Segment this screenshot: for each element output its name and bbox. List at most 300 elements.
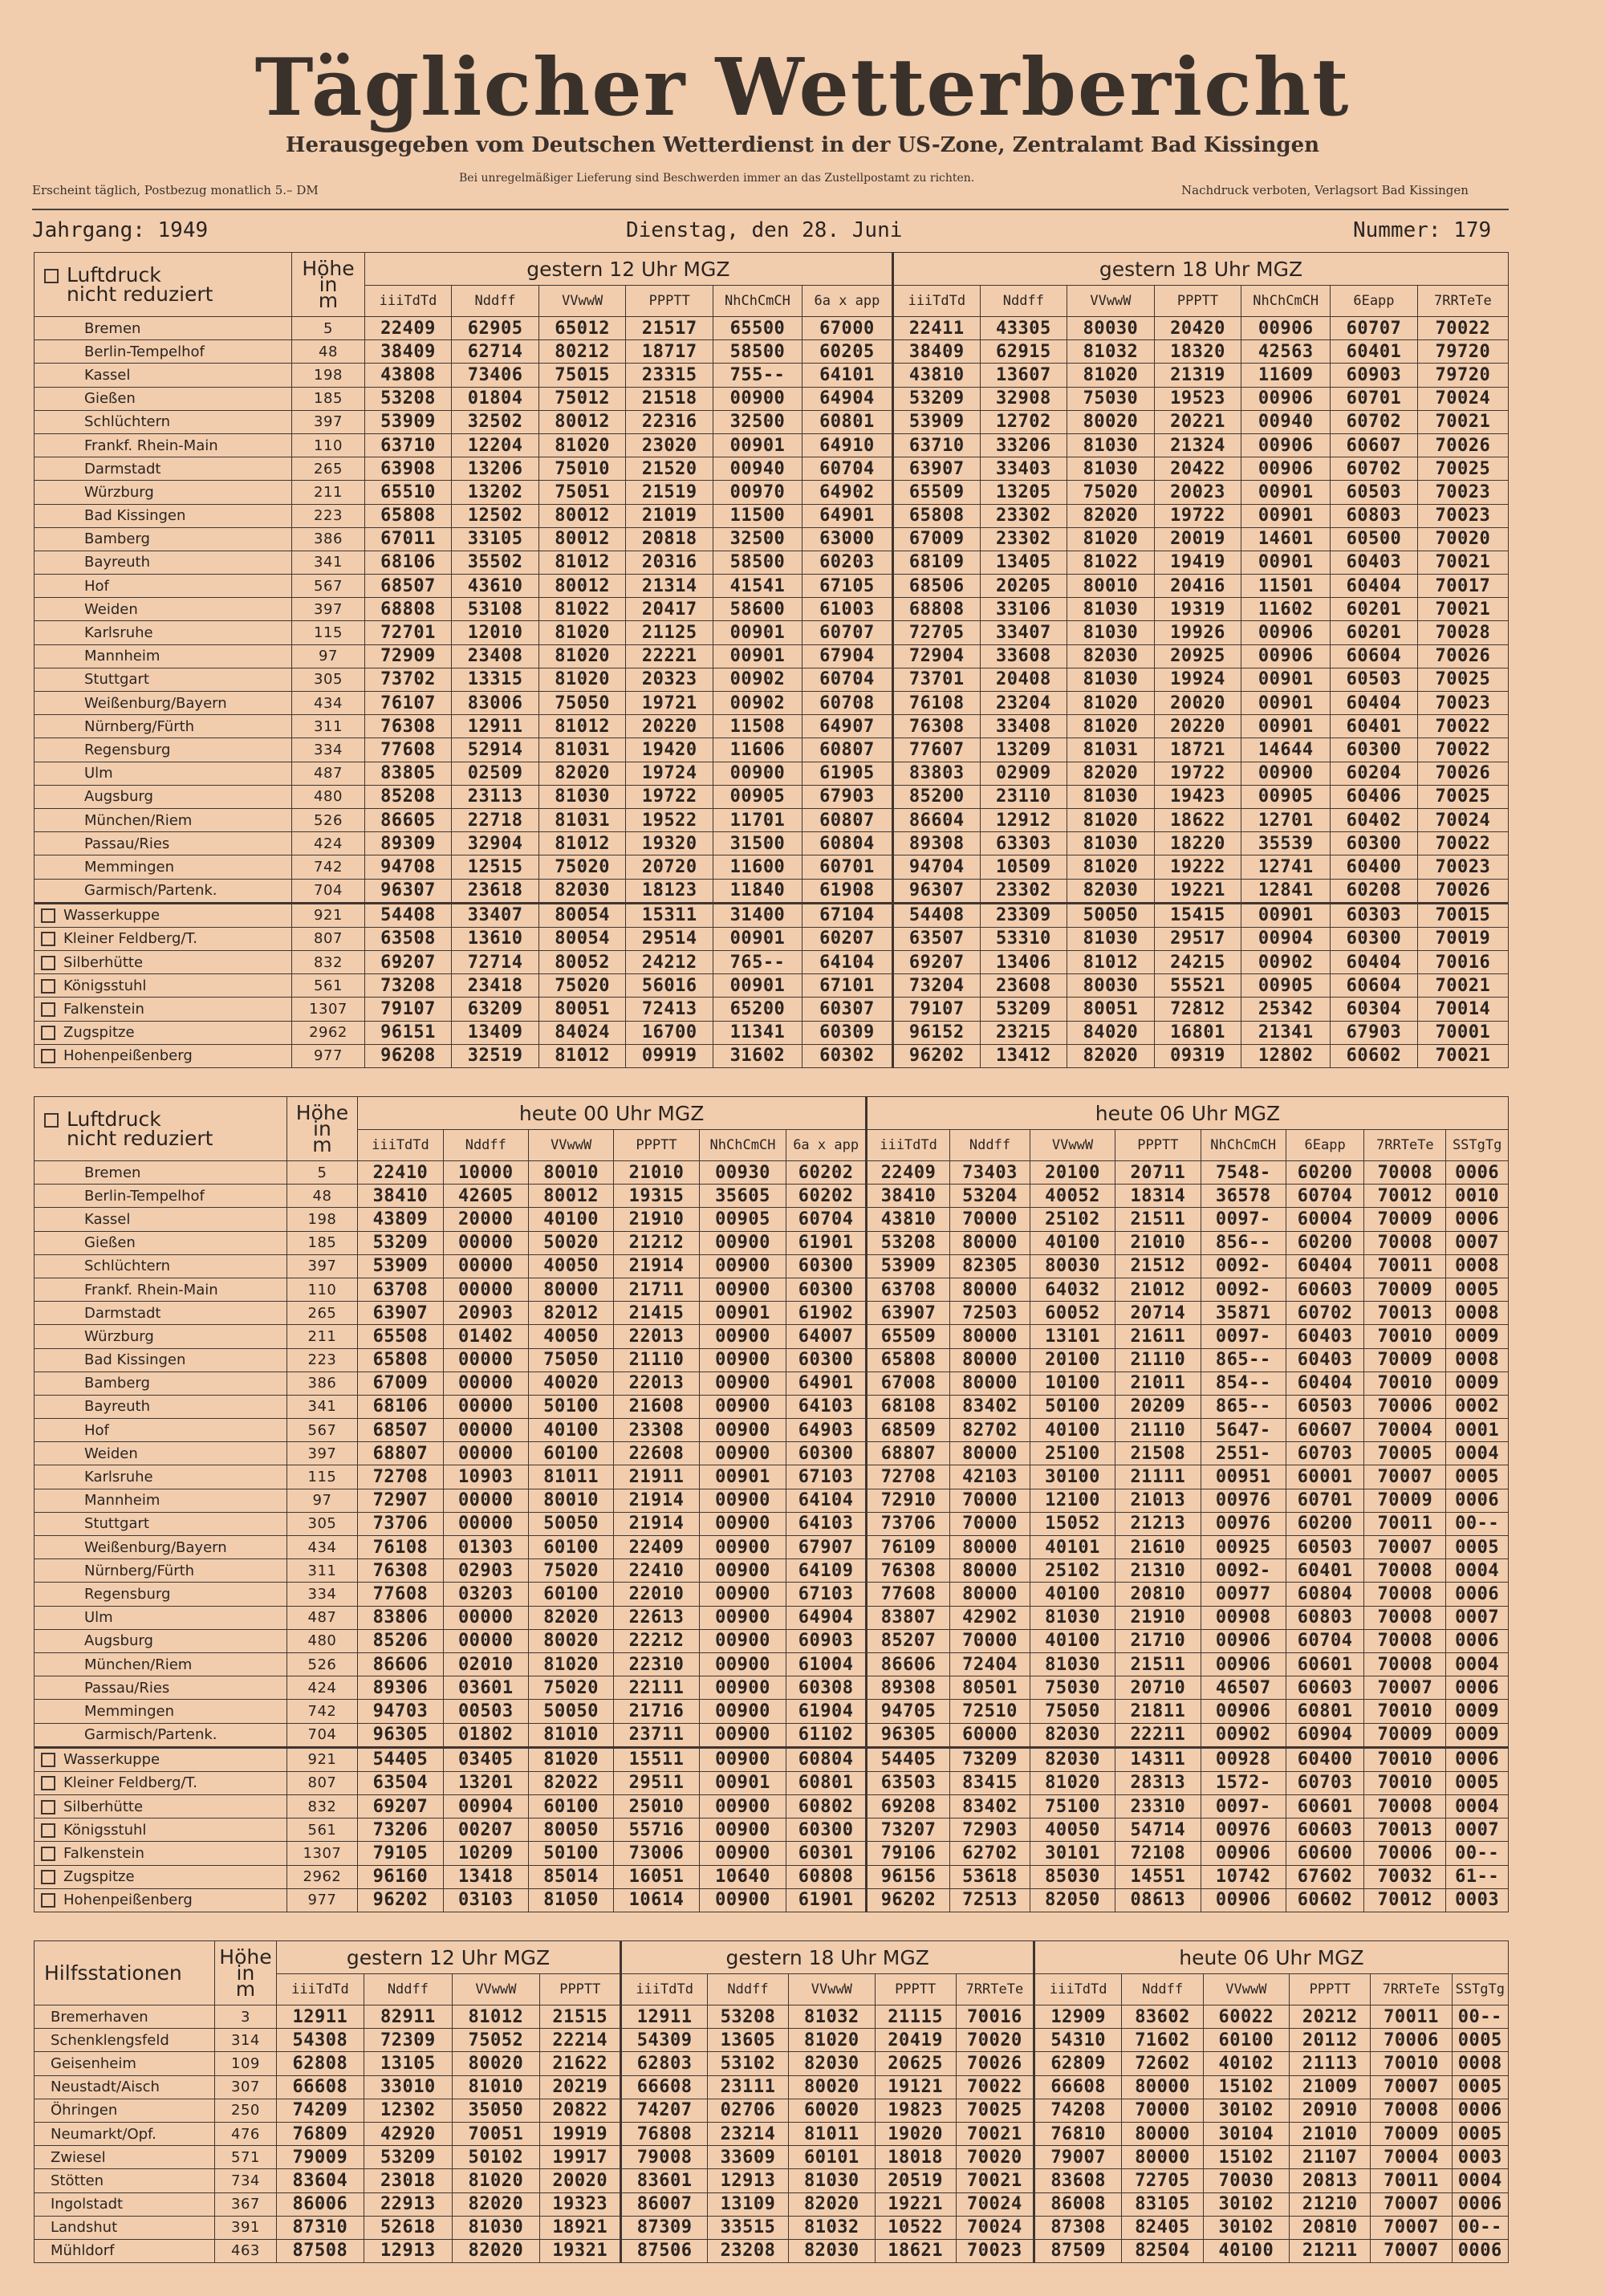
- observation-code: 53209: [893, 387, 981, 410]
- station-name-cell: [35, 457, 292, 481]
- observation-code: 70008: [1364, 1231, 1446, 1254]
- observation-code: 96208: [364, 1044, 452, 1067]
- station-name: Regensburg: [84, 741, 171, 758]
- observation-code: 60802: [786, 1795, 867, 1819]
- observation-code: 70000: [950, 1489, 1030, 1512]
- observation-code: 29511: [614, 1771, 699, 1794]
- observation-code: 22913: [364, 2192, 453, 2216]
- observation-code: 23111: [707, 2075, 788, 2099]
- station-name-cell: [35, 1583, 287, 1606]
- table-row: [35, 1865, 1509, 1888]
- observation-code: 76810: [1034, 2122, 1122, 2145]
- observation-code: 70020: [1417, 527, 1508, 551]
- observation-code: 87310: [276, 2216, 364, 2239]
- observation-code: 0005: [1452, 2029, 1508, 2052]
- observation-code: 70024: [1417, 387, 1508, 410]
- observation-code: 19020: [875, 2122, 956, 2145]
- observation-code: 43610: [452, 575, 539, 598]
- observation-code: 01402: [443, 1325, 528, 1348]
- observation-code: 83601: [621, 2169, 707, 2192]
- observation-code: 60704: [1286, 1629, 1363, 1652]
- observation-code: 00906: [1201, 1842, 1286, 1865]
- observation-code: 60300: [1331, 832, 1418, 855]
- station-name-cell: [35, 1512, 287, 1535]
- observation-code: 755--: [713, 364, 802, 387]
- table-row: [35, 551, 1509, 574]
- observation-code: 00503: [443, 1700, 528, 1723]
- observation-code: 75020: [1067, 481, 1155, 504]
- observation-code: 67104: [802, 903, 892, 927]
- observation-code: 56016: [626, 974, 713, 998]
- observation-code: 60203: [802, 551, 892, 574]
- station-name-cell: [35, 2146, 215, 2169]
- observation-code: 60404: [1331, 575, 1418, 598]
- station-height: 487: [292, 762, 364, 785]
- station-name: Frankf. Rhein-Main: [84, 1281, 218, 1298]
- observation-code: 60601: [1286, 1652, 1363, 1676]
- observation-code: 60100: [528, 1795, 613, 1819]
- table-row: [35, 2029, 1509, 2052]
- observation-code: 0006: [1452, 2192, 1508, 2216]
- table-row: [35, 903, 1509, 927]
- station-height: 463: [215, 2239, 276, 2262]
- observation-code: 62808: [276, 2052, 364, 2075]
- station-name-cell: [35, 387, 292, 410]
- observation-code: 79720: [1417, 340, 1508, 364]
- observation-code: 16700: [626, 1021, 713, 1044]
- station-name: Garmisch/Partenk.: [84, 1726, 217, 1744]
- observation-code: 73204: [893, 974, 981, 998]
- observation-code: 80000: [950, 1231, 1030, 1254]
- observation-code: 0005: [1446, 1771, 1509, 1794]
- observation-code: 60602: [1286, 1888, 1363, 1912]
- page-title: Täglicher Wetterbericht: [254, 42, 1351, 134]
- observation-code: 72705: [893, 621, 981, 644]
- station-name-cell: [35, 410, 292, 433]
- table-row: [35, 2239, 1509, 2262]
- observation-code: 00900: [713, 387, 802, 410]
- observation-code: 23315: [626, 364, 713, 387]
- station-name: Hohenpeißenberg: [63, 1892, 193, 1909]
- observation-code: 81032: [789, 2005, 875, 2029]
- observation-code: 70009: [1371, 2122, 1452, 2145]
- observation-code: 67103: [786, 1583, 867, 1606]
- observation-code: 63508: [364, 927, 452, 950]
- observation-code: 14311: [1115, 1747, 1201, 1771]
- observation-code: 82020: [452, 2239, 540, 2262]
- observation-code: 87309: [621, 2216, 707, 2239]
- column-code-header: Nddff: [950, 1130, 1030, 1161]
- observation-code: 76109: [866, 1536, 949, 1559]
- table-row: [35, 1652, 1509, 1676]
- observation-code: 18123: [626, 879, 713, 903]
- observation-code: 21914: [614, 1489, 699, 1512]
- observation-code: 86007: [621, 2192, 707, 2216]
- observation-code: 00976: [1201, 1819, 1286, 1842]
- observation-code: 62702: [950, 1842, 1030, 1865]
- observation-code: 82020: [1067, 762, 1155, 785]
- observation-code: 0004: [1446, 1559, 1509, 1583]
- observation-code: 20323: [626, 668, 713, 691]
- observation-code: 00900: [699, 1372, 786, 1395]
- mountain-station-box-icon: [41, 1870, 55, 1884]
- observation-code: 60903: [1331, 364, 1418, 387]
- station-name: Königsstuhl: [63, 1821, 147, 1839]
- observation-code: 68109: [893, 551, 981, 574]
- station-height: 48: [292, 340, 364, 364]
- observation-code: 00000: [443, 1512, 528, 1535]
- observation-code: 77608: [358, 1583, 443, 1606]
- observation-code: 70016: [956, 2005, 1034, 2029]
- column-code-header: SSTgTg: [1452, 1974, 1508, 2005]
- observation-code: 0006: [1446, 1583, 1509, 1606]
- column-code-header: iiiTdTd: [364, 286, 452, 317]
- observation-code: 00900: [699, 1842, 786, 1865]
- observation-code: 02010: [443, 1652, 528, 1676]
- observation-code: 21211: [1290, 2239, 1371, 2262]
- observation-code: 70015: [1417, 903, 1508, 927]
- observation-code: 21110: [614, 1348, 699, 1372]
- column-code-header: 6a x app: [802, 286, 892, 317]
- observation-code: 00207: [443, 1819, 528, 1842]
- observation-code: 70023: [956, 2239, 1034, 2262]
- observation-code: 70008: [1364, 1629, 1446, 1652]
- station-height: 480: [292, 785, 364, 808]
- table-row: [35, 2122, 1509, 2145]
- observation-code: 20100: [1030, 1348, 1115, 1372]
- observation-code: 32904: [452, 832, 539, 855]
- observation-code: 70008: [1364, 1583, 1446, 1606]
- observation-code: 70021: [1417, 1044, 1508, 1067]
- table-row: [35, 1842, 1509, 1865]
- station-height: 561: [292, 974, 364, 998]
- observation-code: 60401: [1286, 1559, 1363, 1583]
- station-height: 386: [286, 1372, 358, 1395]
- observation-code: 00906: [1241, 433, 1331, 457]
- station-name-cell: [35, 1747, 287, 1771]
- station-name: Bremerhaven: [51, 2008, 148, 2026]
- station-name-cell: [35, 1888, 287, 1912]
- observation-code: 23215: [980, 1021, 1067, 1044]
- observation-code: 82405: [1122, 2216, 1203, 2239]
- observation-code: 19722: [1154, 504, 1241, 527]
- observation-code: 25342: [1241, 998, 1331, 1021]
- observation-code: 81020: [538, 433, 626, 457]
- observation-code: 21115: [875, 2005, 956, 2029]
- observation-code: 86605: [364, 808, 452, 831]
- observation-code: 40100: [528, 1208, 613, 1231]
- column-code-header: VVwwW: [452, 1974, 540, 2005]
- observation-code: 18921: [540, 2216, 621, 2239]
- observation-code: 74207: [621, 2099, 707, 2122]
- table-row: [35, 1231, 1509, 1254]
- station-height: 97: [286, 1489, 358, 1512]
- observation-code: 0008: [1446, 1254, 1509, 1278]
- observation-code: 60704: [802, 457, 892, 481]
- observation-code: 72404: [950, 1652, 1030, 1676]
- observation-code: 00901: [713, 974, 802, 998]
- observation-code: 80020: [528, 1629, 613, 1652]
- station-name-cell: [35, 527, 292, 551]
- observation-code: 70030: [1203, 2169, 1289, 2192]
- observation-code: 00900: [699, 1583, 786, 1606]
- observation-code: 60101: [789, 2146, 875, 2169]
- observation-code: 80000: [1122, 2075, 1203, 2099]
- observation-code: 00000: [443, 1395, 528, 1418]
- observation-code: 96202: [358, 1888, 443, 1912]
- observation-code: 15102: [1203, 2075, 1289, 2099]
- station-name-cell: [35, 738, 292, 762]
- observation-code: 80000: [950, 1442, 1030, 1465]
- station-name: Darmstadt: [84, 1304, 161, 1322]
- station-name: Memmingen: [84, 858, 174, 876]
- observation-code: 65500: [713, 317, 802, 340]
- observation-code: 70007: [1371, 2075, 1452, 2099]
- observation-code: 23618: [452, 879, 539, 903]
- observation-code: 72708: [358, 1465, 443, 1489]
- observation-code: 00902: [1201, 1723, 1286, 1747]
- station-name-cell: [35, 1795, 287, 1819]
- observation-code: 00000: [443, 1254, 528, 1278]
- observation-code: 87508: [276, 2239, 364, 2262]
- observation-code: 14551: [1115, 1865, 1201, 1888]
- section-auxiliary-stations: [34, 1940, 1509, 2263]
- observation-code: 00900: [699, 1819, 786, 1842]
- observation-code: 58500: [713, 551, 802, 574]
- observation-code: 80000: [950, 1372, 1030, 1395]
- observation-code: 10209: [443, 1842, 528, 1865]
- observation-code: 60052: [1030, 1302, 1115, 1325]
- station-name: Kleiner Feldberg/T.: [63, 930, 198, 948]
- observation-code: 80030: [1067, 974, 1155, 998]
- station-height: 185: [286, 1231, 358, 1254]
- station-height: 311: [286, 1559, 358, 1583]
- observation-code: 70022: [1417, 832, 1508, 855]
- observation-code: 12841: [1241, 879, 1331, 903]
- observation-code: 12911: [452, 715, 539, 738]
- observation-code: 00906: [1241, 317, 1331, 340]
- observation-code: 60401: [1331, 340, 1418, 364]
- observation-code: 67105: [802, 575, 892, 598]
- station-name: Memmingen: [84, 1702, 174, 1720]
- observation-code: 67904: [802, 644, 892, 668]
- observation-code: 43808: [364, 364, 452, 387]
- observation-code: 53208: [707, 2005, 788, 2029]
- observation-code: 70023: [1417, 692, 1508, 715]
- observation-code: 0092-: [1201, 1278, 1286, 1301]
- station-height: 211: [286, 1325, 358, 1348]
- observation-code: 40050: [528, 1325, 613, 1348]
- observation-code: 70022: [1417, 317, 1508, 340]
- observation-code: 20023: [1154, 481, 1241, 504]
- observation-code: 19221: [1154, 879, 1241, 903]
- observation-code: 22310: [614, 1652, 699, 1676]
- observation-code: 70000: [950, 1629, 1030, 1652]
- observation-code: 19919: [540, 2122, 621, 2145]
- observation-code: 60703: [1286, 1771, 1363, 1794]
- observation-code: 89308: [893, 832, 981, 855]
- observation-code: 11840: [713, 879, 802, 903]
- observation-code: 81030: [1067, 785, 1155, 808]
- station-name-cell: [35, 1161, 287, 1185]
- station-height: 341: [292, 551, 364, 574]
- observation-code: 02706: [707, 2099, 788, 2122]
- observation-code: 13315: [452, 668, 539, 691]
- observation-code: 70007: [1364, 1536, 1446, 1559]
- observation-code: 63507: [893, 927, 981, 950]
- observation-code: 60803: [1331, 504, 1418, 527]
- observation-code: 12913: [364, 2239, 453, 2262]
- observation-code: 81032: [789, 2216, 875, 2239]
- observation-code: 62905: [452, 317, 539, 340]
- observation-code: 00976: [1201, 1512, 1286, 1535]
- table-row: [35, 832, 1509, 855]
- observation-code: 80020: [789, 2075, 875, 2099]
- station-name-cell: [35, 762, 292, 785]
- observation-code: 70023: [1417, 504, 1508, 527]
- height-header: Höhe in m: [292, 253, 364, 317]
- station-height: 704: [292, 879, 364, 903]
- observation-code: 21611: [1115, 1325, 1201, 1348]
- observation-code: 50100: [1030, 1395, 1115, 1418]
- observation-code: 81030: [538, 785, 626, 808]
- observation-code: 70008: [1364, 1652, 1446, 1676]
- observation-code: 53209: [980, 998, 1067, 1021]
- station-height: 198: [286, 1208, 358, 1231]
- observation-code: 19423: [1154, 785, 1241, 808]
- observation-code: 21010: [1115, 1231, 1201, 1254]
- observation-code: 70010: [1364, 1700, 1446, 1723]
- observation-code: 21515: [540, 2005, 621, 2029]
- observation-code: 22316: [626, 410, 713, 433]
- observation-code: 21811: [1115, 1700, 1201, 1723]
- observation-code: 82020: [1067, 504, 1155, 527]
- observation-code: 70004: [1364, 1419, 1446, 1442]
- observation-code: 0009: [1446, 1700, 1509, 1723]
- observation-code: 80052: [538, 951, 626, 974]
- observation-code: 60300: [786, 1819, 867, 1842]
- observation-code: 21910: [614, 1208, 699, 1231]
- observation-code: 82030: [1030, 1723, 1115, 1747]
- observation-code: 60603: [1286, 1278, 1363, 1301]
- observation-code: 82030: [1067, 644, 1155, 668]
- observation-code: 00900: [699, 1278, 786, 1301]
- station-name: Kassel: [84, 366, 131, 384]
- table-row: [35, 2075, 1509, 2099]
- observation-code: 72510: [950, 1700, 1030, 1723]
- station-name-cell: [35, 1606, 287, 1629]
- column-code-header: 7RRTeTe: [1417, 286, 1508, 317]
- observation-code: 21415: [614, 1302, 699, 1325]
- observation-code: 60503: [1331, 668, 1418, 691]
- observation-code: 74208: [1034, 2099, 1122, 2122]
- observation-code: 82050: [1030, 1888, 1115, 1912]
- observation-code: 96152: [893, 1021, 981, 1044]
- observation-code: 81020: [789, 2029, 875, 2052]
- observation-code: 24212: [626, 951, 713, 974]
- observation-code: 70017: [1417, 575, 1508, 598]
- observation-code: 73006: [614, 1842, 699, 1865]
- observation-code: 19221: [875, 2192, 956, 2216]
- observation-code: 21341: [1241, 1021, 1331, 1044]
- station-name-cell: [35, 1021, 292, 1044]
- observation-code: 81020: [1067, 364, 1155, 387]
- station-name: Stötten: [51, 2172, 104, 2189]
- observation-code: 20020: [1154, 692, 1241, 715]
- table-row: [35, 738, 1509, 762]
- station-name: Stuttgart: [84, 1515, 149, 1533]
- observation-code: 16801: [1154, 1021, 1241, 1044]
- observation-code: 67009: [358, 1372, 443, 1395]
- station-height: 48: [286, 1185, 358, 1208]
- observation-code: 19323: [540, 2192, 621, 2216]
- station-name: Frankf. Rhein-Main: [84, 437, 218, 454]
- observation-code: 13105: [364, 2052, 453, 2075]
- observation-code: 70005: [1364, 1442, 1446, 1465]
- observation-code: 0006: [1446, 1629, 1509, 1652]
- observation-code: 68106: [364, 551, 452, 574]
- observation-code: 76108: [358, 1536, 443, 1559]
- table-row: [35, 762, 1509, 785]
- station-height: 211: [292, 481, 364, 504]
- observation-code: 00930: [699, 1161, 786, 1185]
- observation-code: 68509: [866, 1419, 949, 1442]
- observation-code: 70014: [1417, 998, 1508, 1021]
- observation-code: 60704: [1286, 1185, 1363, 1208]
- station-name: Hohenpeißenberg: [63, 1047, 193, 1065]
- observation-code: 00900: [699, 1419, 786, 1442]
- station-height: 305: [292, 668, 364, 691]
- observation-code: 21212: [614, 1231, 699, 1254]
- observation-code: 20714: [1115, 1302, 1201, 1325]
- mountain-station-box-icon: [41, 932, 55, 946]
- observation-code: 23310: [1115, 1795, 1201, 1819]
- station-height: 921: [286, 1747, 358, 1771]
- observation-code: 81011: [528, 1465, 613, 1489]
- observation-code: 31602: [713, 1044, 802, 1067]
- observation-code: 0007: [1446, 1606, 1509, 1629]
- observation-code: 00906: [1241, 621, 1331, 644]
- observation-code: 0007: [1446, 1819, 1509, 1842]
- observation-code: 70024: [956, 2216, 1034, 2239]
- observation-code: 81012: [1067, 951, 1155, 974]
- observation-code: 73706: [866, 1512, 949, 1535]
- station-height: 487: [286, 1606, 358, 1629]
- observation-code: 83806: [358, 1606, 443, 1629]
- station-height: 334: [286, 1583, 358, 1606]
- table-row: [35, 2169, 1509, 2192]
- observation-code: 12204: [452, 433, 539, 457]
- observation-code: 00900: [699, 1489, 786, 1512]
- observation-code: 41541: [713, 575, 802, 598]
- observation-code: 10903: [443, 1465, 528, 1489]
- observation-code: 81012: [538, 715, 626, 738]
- observation-code: 23018: [364, 2169, 453, 2192]
- observation-code: 66608: [276, 2075, 364, 2099]
- observation-code: 12515: [452, 855, 539, 879]
- observation-code: 67903: [802, 785, 892, 808]
- observation-code: 70010: [1371, 2052, 1452, 2075]
- observation-code: 83105: [1122, 2192, 1203, 2216]
- observation-code: 22214: [540, 2029, 621, 2052]
- station-name: Stuttgart: [84, 671, 149, 689]
- observation-code: 00901: [1241, 668, 1331, 691]
- observation-code: 86606: [866, 1652, 949, 1676]
- observation-code: 00901: [713, 927, 802, 950]
- observation-code: 60404: [1331, 692, 1418, 715]
- observation-code: 71602: [1122, 2029, 1203, 2052]
- table-row: [35, 998, 1509, 1021]
